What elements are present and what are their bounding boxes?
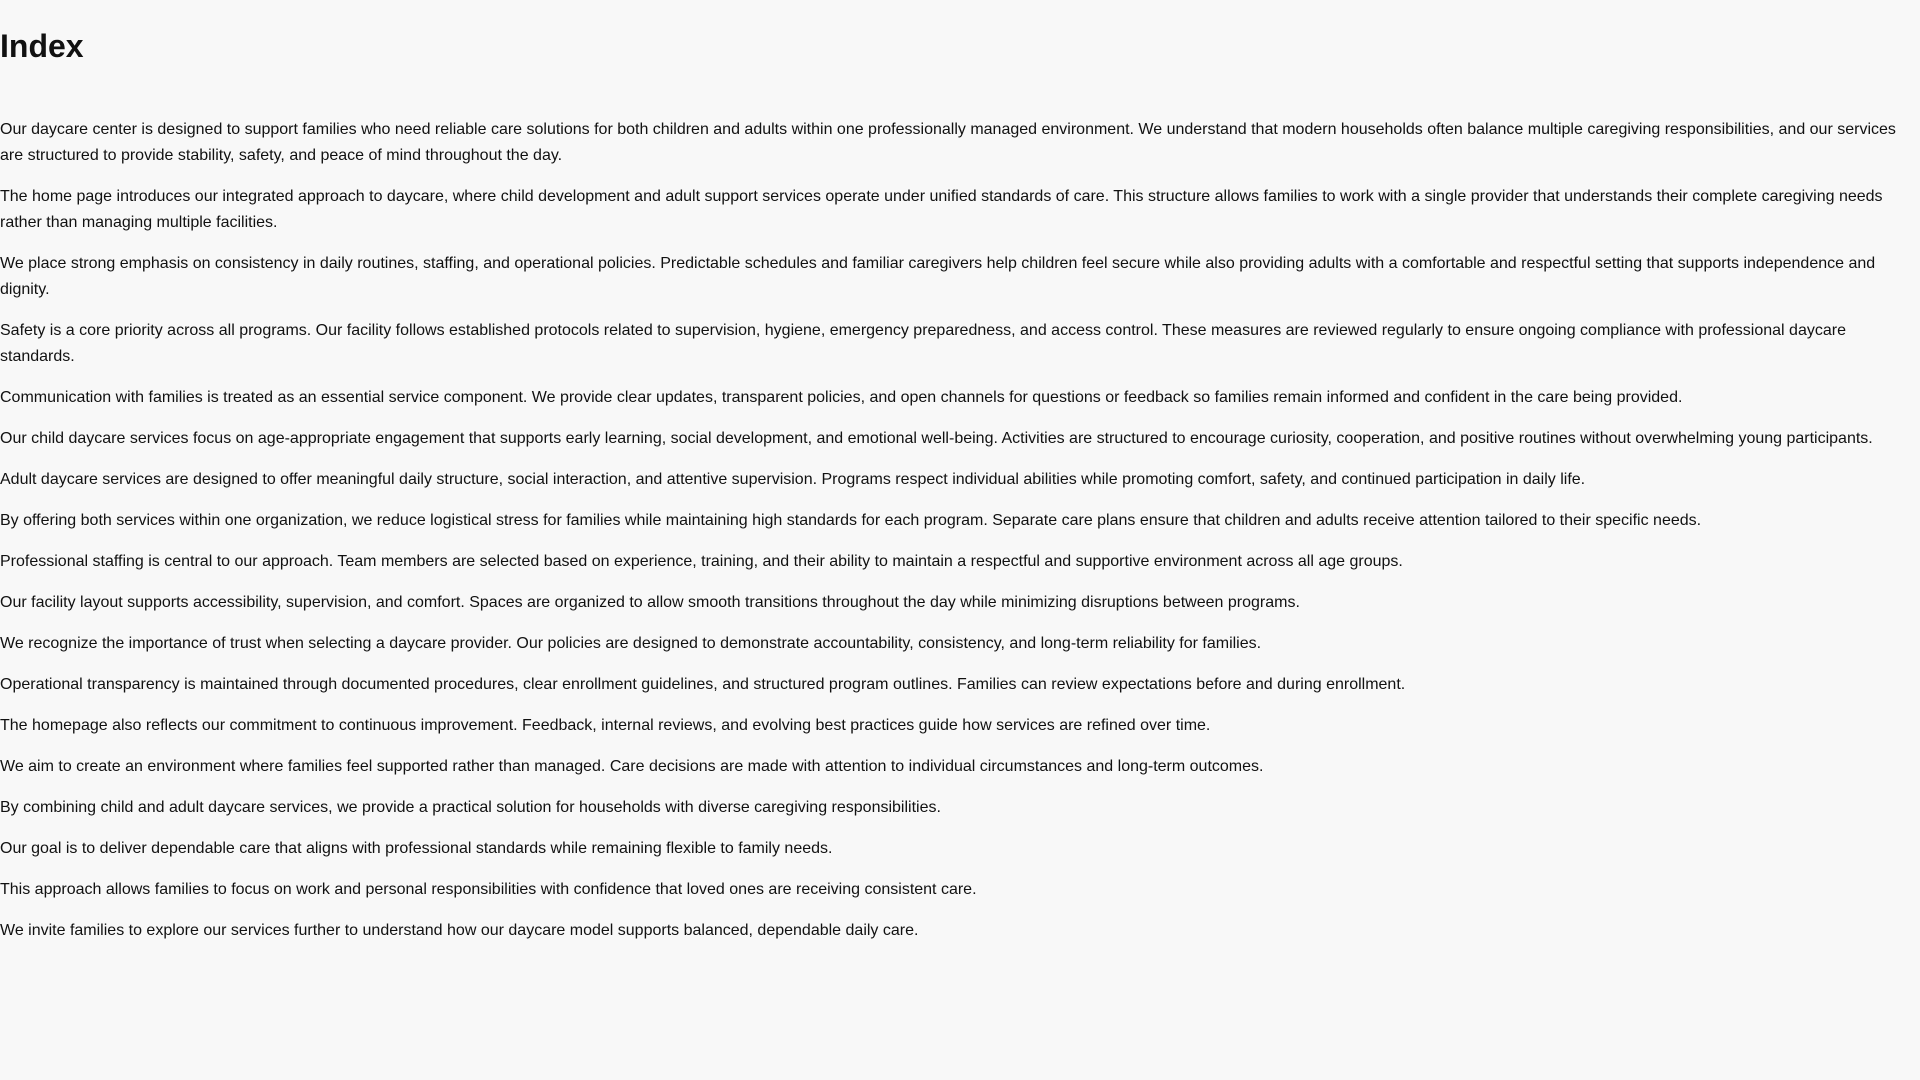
content-body	[0, 117, 1920, 944]
paragraph-18: We invite families to explore our services further to understand how our daycare model supports balanced, dependable daily care.	[0, 922, 919, 939]
paragraph-4: Safety is a core priority across all programs. Our facility follows established protocols related to supervision, hygiene, emergency preparedness, and access control. These measures are reviewed regularly to ensure ongoing compliance with professional daycare standards.	[0, 322, 1846, 365]
paragraph-3: We place strong emphasis on consistency in daily routines, staffing, and operational policies. Predictable schedules and familiar caregivers help children feel secure while also providing adults with a comfortable and respectful setting that supports independence and dignity.	[0, 255, 1876, 298]
paragraph-14: We aim to create an environment where families feel supported rather than managed. Care decisions are made with attention to individual circumstances and long-term outcomes.	[0, 758, 1264, 775]
page-title: Index	[0, 28, 84, 64]
paragraph-17: This approach allows families to focus on work and personal responsibilities with confidence that loved ones are receiving consistent care.	[0, 881, 977, 898]
paragraph-12: Operational transparency is maintained through documented procedures, clear enrollment guidelines, and structured program outlines. Families can review expectations before and during enrollment.	[0, 676, 1406, 693]
paragraph-13: The homepage also reflects our commitment to continuous improvement. Feedback, internal reviews, and evolving best practices guide how services are refined over time.	[0, 717, 1211, 734]
paragraph-8: By offering both services within one organization, we reduce logistical stress for families while maintaining high standards for each program. Separate care plans ensure that children and adults receive attention tailored to their specific needs.	[0, 512, 1702, 529]
paragraph-2: The home page introduces our integrated approach to daycare, where child development and adult support services operate under unified standards of care. This structure allows families to work with a single provider that understands their complete caregiving needs rather than managing multiple facilities.	[0, 188, 1883, 231]
paragraph-1: Our daycare center is designed to support families who need reliable care solutions for both children and adults within one professionally managed environment. We understand that modern households often balance multiple caregiving responsibilities, and our services are structured to provide stability, safety, and peace of mind throughout the day.	[0, 121, 1896, 164]
paragraph-9: Professional staffing is central to our approach. Team members are selected based on experience, training, and their ability to maintain a respectful and supportive environment across all age groups.	[0, 553, 1403, 570]
paragraph-10: Our facility layout supports accessibility, supervision, and comfort. Spaces are organized to allow smooth transitions throughout the day while minimizing disruptions between programs.	[0, 594, 1300, 611]
paragraph-7: Adult daycare services are designed to offer meaningful daily structure, social interaction, and attentive supervision. Programs respect individual abilities while promoting comfort, safety, and continued participation in daily life.	[0, 471, 1586, 488]
paragraph-15: By combining child and adult daycare services, we provide a practical solution for households with diverse caregiving responsibilities.	[0, 799, 941, 816]
paragraph-16: Our goal is to deliver dependable care that aligns with professional standards while remaining flexible to family needs.	[0, 840, 833, 857]
paragraph-6: Our child daycare services focus on age-appropriate engagement that supports early learning, social development, and emotional well-being. Activities are structured to encourage curiosity, cooperation, and positive routines without overwhelming young participants.	[0, 430, 1873, 447]
paragraph-11: We recognize the importance of trust when selecting a daycare provider. Our policies are designed to demonstrate accountability, consistency, and long-term reliability for families.	[0, 635, 1262, 652]
paragraph-5: Communication with families is treated as an essential service component. We provide clear updates, transparent policies, and open channels for questions or feedback so families remain informed and confident in the care being provided.	[0, 389, 1683, 406]
